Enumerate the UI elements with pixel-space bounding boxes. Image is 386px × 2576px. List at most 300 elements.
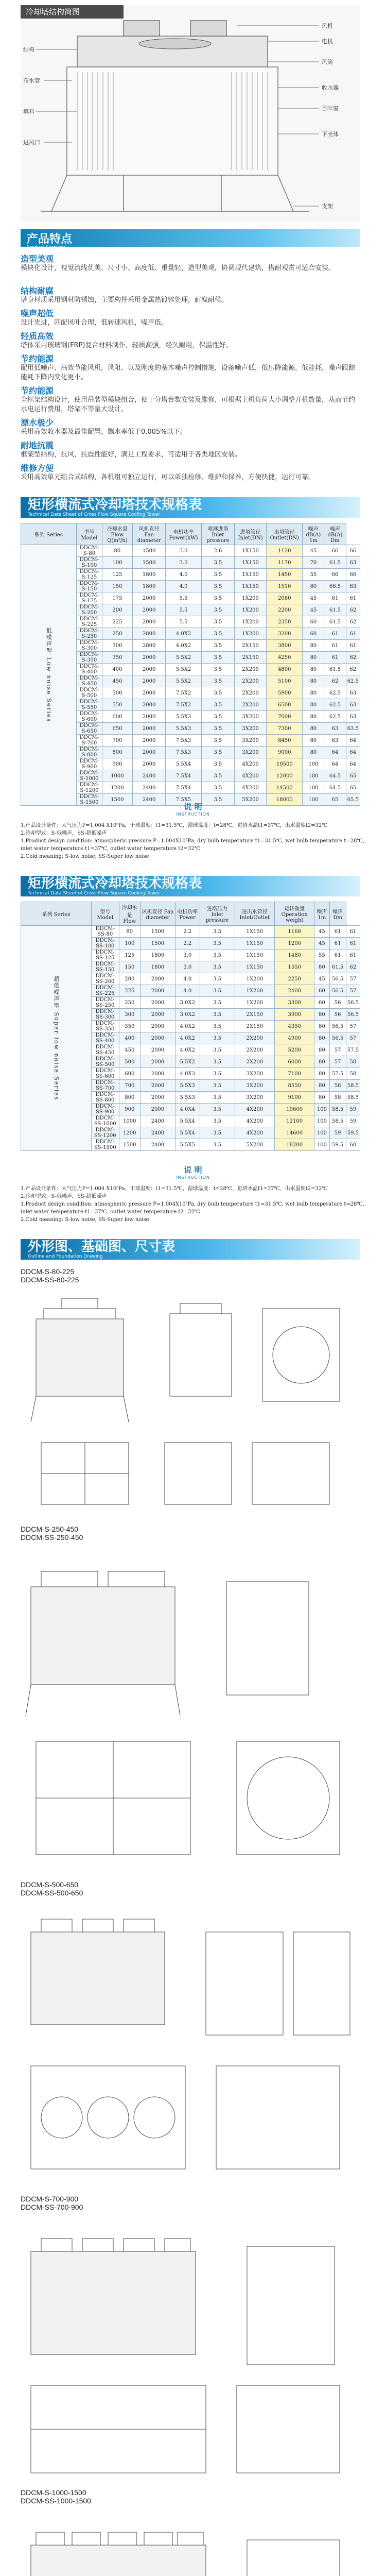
table-cell: 3.5	[201, 723, 234, 735]
table-cell: 3.5	[200, 1021, 235, 1032]
table-cell: 4.0X2	[175, 1032, 200, 1044]
table-cell: 4.0X2	[175, 1021, 200, 1032]
table-cell: 80	[314, 1044, 329, 1056]
col-header: 运转重量 Operation weight	[275, 902, 314, 926]
table-cell: 3.5	[200, 973, 235, 985]
table-cell: 7300	[267, 723, 303, 735]
table-cell: 1X200	[235, 616, 267, 628]
table-cell: 7.5X3	[166, 747, 202, 758]
table-cell: 2000	[141, 1092, 176, 1104]
table-cell: 650	[102, 723, 132, 735]
table-cell: 2000	[141, 1080, 176, 1092]
table-cell: 4X200	[235, 1104, 275, 1115]
col-header: 进塔管径 Inlet(DN)	[235, 523, 267, 545]
table-cell: 3.5	[201, 711, 234, 723]
series-label: 超低噪声型 Super low noise Series	[21, 926, 92, 1151]
note-line: 2.冷却型式：S-低噪声，SS-超低噪声	[21, 831, 107, 836]
table-cell: 250	[102, 628, 132, 640]
table-cell: 3X200	[235, 1068, 275, 1080]
table-cell: 57	[346, 1032, 360, 1044]
model-label	[21, 1267, 79, 1284]
table-cell: DDCM-S-450	[77, 675, 102, 687]
table-cell: 100	[303, 794, 324, 806]
table-cell: 62.5	[324, 687, 346, 699]
table-cell: DDCM-S-1500	[77, 794, 102, 806]
table-cell: 1500	[102, 794, 132, 806]
table-cell: 1X200	[235, 997, 275, 1009]
table-cell: 4X200	[235, 1115, 275, 1127]
table-cell: 400	[102, 664, 132, 675]
table-cell: DDCM-S-1200	[77, 782, 102, 794]
table-cell: DDCM-S-80	[77, 545, 102, 557]
table-cell: DDCM-S-700	[77, 735, 102, 747]
table1-subtitle: Technical Data Sheet of Cross Flow Square Cooling Tower	[28, 512, 161, 517]
col-header: 电机功率 Power	[175, 902, 200, 926]
table-cell: 56.5	[329, 985, 346, 997]
table-cell: 7000	[267, 711, 303, 723]
table-cell: 1X150	[235, 557, 267, 569]
table-cell: 2000	[141, 985, 176, 997]
table-cell: 61.5	[324, 664, 346, 675]
table-cell: 60	[314, 997, 329, 1009]
table-cell: 6000	[275, 1056, 314, 1068]
table-cell: DDCM-S-900	[77, 758, 102, 770]
table-cell: 5.5X3	[166, 711, 202, 723]
table-cell: 61	[324, 640, 346, 652]
table-cell: 2080	[267, 592, 303, 604]
model-line: DDCM-S-500-650	[21, 1880, 79, 1889]
table-cell: 2000	[141, 1044, 176, 1056]
table-cell: 80	[314, 1068, 329, 1080]
table-cell: DDCM-S-400	[77, 664, 102, 675]
note-subtitle-text: INSTRUCTION	[176, 812, 210, 817]
label-structure: 结构	[23, 46, 34, 53]
table-cell: 65	[346, 782, 360, 794]
label-lower-casing: 下壳体	[322, 131, 339, 138]
table-cell: 3.0	[166, 545, 202, 557]
table-cell: DDCM-S-500	[77, 687, 102, 699]
table-cell: 3.5	[200, 1139, 235, 1151]
table-cell: 3.5	[201, 664, 234, 675]
table-cell: 3.5	[201, 735, 234, 747]
table-cell: 10500	[267, 758, 303, 770]
table-cell: 2000	[141, 997, 176, 1009]
table-cell: 61	[324, 628, 346, 640]
table-cell: 2000	[132, 664, 165, 675]
table-cell: 56.5	[329, 1032, 346, 1044]
table-cell: 1500	[132, 557, 165, 569]
table-cell: 3X200	[235, 711, 267, 723]
table-cell: 3.5	[200, 1127, 235, 1139]
table-cell: 8450	[267, 735, 303, 747]
table-cell: 800	[119, 1092, 141, 1104]
table-cell: 2400	[132, 782, 165, 794]
table-cell: 1X150	[235, 581, 267, 592]
table-cell: DDCM-SS-225	[92, 985, 119, 997]
table-cell: DDCM-S-300	[77, 640, 102, 652]
table-cell: 2X200	[235, 687, 267, 699]
table-cell: 4.0	[175, 985, 200, 997]
col-header: 出塔管径 Outlet(DN)	[267, 523, 303, 545]
table-cell: 63	[324, 723, 346, 735]
table-cell: 70	[303, 557, 324, 569]
table-cell: DDCM-SS-300	[92, 1009, 119, 1021]
feature-text: 采用高效收水器及最佳配置，飘水率低于0.005%以下。	[21, 428, 187, 436]
table-cell: 60	[314, 985, 329, 997]
table-cell: 3.5	[200, 938, 235, 950]
note-line: 1.产品设计条件：大气压力P=1.004 X10⁵Pa，干球温度：t1=31.5℃，湿球温度：t=28℃，进塔水温t1=37℃，出水温度t2=32℃	[21, 823, 328, 828]
table-cell: 550	[102, 699, 132, 711]
table-cell: 3900	[275, 1009, 314, 1021]
table-cell: 200	[119, 973, 141, 985]
table-cell: 80	[314, 961, 329, 973]
table-cell: 80	[303, 723, 324, 735]
table-cell: 5.5X2	[175, 1056, 200, 1068]
table-cell: 4.0X2	[175, 1044, 200, 1056]
note-title-text: 说 明	[184, 802, 202, 811]
col-header: 系列 Series	[21, 523, 77, 545]
table-cell: 1X200	[235, 973, 275, 985]
label-motor: 电机	[322, 38, 333, 45]
table2-notes	[21, 1185, 371, 1224]
table-cell: 58.5	[329, 1104, 346, 1115]
table-cell: 1200	[119, 1127, 141, 1139]
table-cell: DDCM-S-550	[77, 699, 102, 711]
table-cell: 3.5	[201, 675, 234, 687]
table-cell: 59	[329, 1127, 346, 1139]
table-row	[21, 926, 360, 938]
table-cell: 61	[346, 950, 360, 961]
table-cell: 2400	[141, 1139, 176, 1151]
table-cell: 1500	[132, 545, 165, 557]
table-cell: 3.5	[201, 569, 234, 581]
table-cell: DDCM-SS-150	[92, 961, 119, 973]
table-cell: 3X200	[235, 1080, 275, 1092]
table-cell: 64	[324, 747, 346, 758]
table-cell: 80	[314, 1021, 329, 1032]
table-cell: DDCM-SS-100	[92, 938, 119, 950]
table-cell: 7.5X4	[166, 782, 202, 794]
table-cell: 3.5	[200, 926, 235, 938]
table-cell: DDCM-S-250	[77, 628, 102, 640]
table-cell: 1000	[102, 770, 132, 782]
table-cell: 1500	[141, 926, 176, 938]
table-cell: 57	[329, 1056, 346, 1068]
model-line: DDCM-SS-1000-1500	[21, 2497, 91, 2505]
table-cell: 1550	[275, 961, 314, 973]
table-cell: 80	[314, 1056, 329, 1068]
table-cell: 3.5	[201, 557, 234, 569]
table-cell: 300	[102, 640, 132, 652]
table-cell: DDCM-SS-900	[92, 1104, 119, 1115]
table-cell: 62	[324, 675, 346, 687]
model-line: DDCM-S-700-900	[21, 2195, 79, 2203]
table-cell: 3X200	[235, 735, 267, 747]
feature-heading: 轻质高效	[21, 331, 54, 341]
feature-text: 全框架结构设计，使用吊装型模块组合，便于分塔台数安装及维修，可根据主机负荷大小调整开机数量，从而节约水电运行费用，塔架不等量大设计。	[21, 396, 356, 413]
features-title: 产品特点	[27, 233, 73, 246]
label-support: 支架	[322, 203, 333, 210]
table-cell: 57	[346, 985, 360, 997]
label-eliminator: 收水器	[322, 84, 339, 91]
table-cell: DDCM-SS-700	[92, 1080, 119, 1092]
table-cell: 2400	[132, 770, 165, 782]
col-header: 型号 Model	[77, 523, 102, 545]
table-cell: 55	[303, 569, 324, 581]
table-cell: 100	[314, 1104, 329, 1115]
table-cell: 80	[303, 664, 324, 675]
note-title-text: 说 明	[184, 1165, 202, 1175]
table-cell: 57	[346, 973, 360, 985]
label-distribution-pipe: 布水管	[23, 77, 40, 84]
table-cell: DDCM-SS-400	[92, 1032, 119, 1044]
table-cell: 3.5	[200, 1115, 235, 1127]
col-header: 进出水管径 Inlet/Outlet	[235, 902, 275, 926]
structure-diagram	[21, 5, 360, 222]
table-cell: 5.5X2	[166, 675, 202, 687]
table-cell: 2000	[141, 1009, 176, 1021]
note-line: 1.Product design condition: atmospheric pressure P=1.004X10⁵Pa, dry bulb temperature t1=31.5℃, wet bulb temperature t=28℃, inlet water temperature t1=37℃, outlet water temperature t2=32℃	[21, 1201, 364, 1215]
table-cell: 2400	[141, 1115, 176, 1127]
table1-notes	[21, 822, 371, 860]
table-cell: 80	[303, 675, 324, 687]
table-cell: 5.5	[166, 616, 202, 628]
table-cell: 64	[346, 758, 360, 770]
cooling-tower-structure-drawing	[21, 5, 360, 222]
table-cell: 62	[346, 604, 360, 616]
table-cell: 2X200	[235, 675, 267, 687]
table-cell: 4.0X3	[175, 1068, 200, 1080]
table-cell: 2000	[132, 616, 165, 628]
table1-note-title	[0, 801, 386, 817]
table-cell: 3.5	[201, 652, 234, 664]
table-cell: DDCM-SS-80	[92, 926, 119, 938]
table-cell: 64	[324, 758, 346, 770]
outline-drawing-2	[21, 1546, 365, 1880]
table-cell: 7.5X5	[166, 794, 202, 806]
table-cell: 125	[119, 950, 141, 961]
table-cell: 5.5X3	[175, 1080, 200, 1092]
table-cell: 1800	[141, 961, 176, 973]
table-cell: 1200	[275, 938, 314, 950]
table-cell: 64	[346, 747, 360, 758]
table-cell: 2000	[132, 735, 165, 747]
col-header: 系列 Series	[21, 902, 92, 926]
table-cell: 62	[346, 616, 360, 628]
table-cell: 12000	[267, 770, 303, 782]
table-cell: 64.5	[324, 770, 346, 782]
table-cell: 2X150	[235, 640, 267, 652]
table-cell: 2X200	[235, 1044, 275, 1056]
feature-heading: 漂水极少	[21, 418, 54, 428]
model-line: DDCM-S-80-225	[21, 1267, 75, 1276]
feature-heading: 耐地抗震	[21, 440, 54, 450]
table-cell: 5.5X5	[175, 1139, 200, 1151]
table-cell: 2000	[132, 723, 165, 735]
table-cell: 3.5	[200, 997, 235, 1009]
table-cell: 2000	[132, 675, 165, 687]
table-cell: 150	[119, 961, 141, 973]
table-cell: 4800	[267, 664, 303, 675]
feature-text: 配用低噪声、高效节能风机，风阻、以及刚度的基本噪声控制措施，设备噪声低，低压降能源，低能耗，噪声跟踪能耗下降内变化更小。	[21, 364, 356, 381]
table-cell: 900	[102, 758, 132, 770]
note-subtitle-text: INSTRUCTION	[176, 1175, 210, 1180]
table-cell: 1500	[141, 938, 176, 950]
table1-header	[21, 497, 360, 518]
table-cell: 400	[119, 1032, 141, 1044]
table-cell: 4.0	[166, 581, 202, 592]
label-fan: 风机	[322, 23, 333, 29]
table-cell: 80	[102, 545, 132, 557]
table-cell: 2X150	[235, 1021, 275, 1032]
outline-drawing-3	[21, 1901, 365, 2190]
table-cell: 3.5	[201, 604, 234, 616]
outline-drawing-5	[21, 2509, 365, 2576]
table-cell: DDCM-S-150	[77, 581, 102, 592]
table-cell: DDCM-S-125	[77, 569, 102, 581]
table-cell: 80	[314, 1032, 329, 1044]
table-cell: 80	[303, 735, 324, 747]
table-cell: 66.5	[324, 581, 346, 592]
table-cell: 5X200	[235, 794, 267, 806]
col-header: 冷却水量 Flow Q(m³/h)	[102, 523, 132, 545]
table-cell: 61	[324, 592, 346, 604]
table-cell: 66	[324, 569, 346, 581]
table-cell: 80	[303, 640, 324, 652]
table-cell: 61	[346, 628, 360, 640]
table-cell: 3.5	[201, 782, 234, 794]
table-cell: 300	[119, 1009, 141, 1021]
table-cell: 2X200	[235, 1032, 275, 1044]
table-cell: 80	[303, 747, 324, 758]
table-cell: 2000	[132, 652, 165, 664]
table-cell: 45	[314, 938, 329, 950]
table-cell: 3.5	[201, 747, 234, 758]
table-cell: 80	[314, 1092, 329, 1104]
table-cell: 61.5	[324, 604, 346, 616]
table-cell: 5.5	[166, 592, 202, 604]
col-header: 风机直径 Fan diameter	[141, 902, 176, 926]
table-cell: DDCM-S-350	[77, 652, 102, 664]
table-cell: 58	[329, 1080, 346, 1092]
table-cell: 8550	[275, 1080, 314, 1092]
table-cell: 1450	[267, 569, 303, 581]
table-cell: 59	[346, 1115, 360, 1127]
spec-table-1	[21, 523, 360, 806]
table-cell: DDCM-S-225	[77, 616, 102, 628]
table-cell: DDCM-SS-350	[92, 1021, 119, 1032]
table-cell: 5.5X4	[175, 1115, 200, 1127]
table-cell: DDCM-SS-1500	[92, 1139, 119, 1151]
table-cell: 100	[102, 557, 132, 569]
table-cell: 3.5	[201, 640, 234, 652]
table-cell: DDCM-S-800	[77, 747, 102, 758]
table-cell: 2000	[132, 711, 165, 723]
table-cell: 62	[346, 652, 360, 664]
features-subtitle: Product Features	[27, 245, 66, 250]
table-cell: 63	[346, 557, 360, 569]
table-cell: 4.0X2	[166, 628, 202, 640]
table-cell: 1480	[275, 950, 314, 961]
table-cell: 57	[329, 1044, 346, 1056]
table-cell: 4250	[267, 652, 303, 664]
label-louver: 百叶窗	[322, 105, 339, 112]
table-cell: 56.5	[329, 973, 346, 985]
table-cell: 5.5X4	[166, 758, 202, 770]
table-cell: 61	[346, 926, 360, 938]
table-cell: 61	[346, 640, 360, 652]
table-cell: 58	[329, 1092, 346, 1104]
table-cell: 700	[119, 1080, 141, 1092]
model-line: DDCM-S-1000-1500	[21, 2488, 86, 2497]
table-cell: 125	[102, 569, 132, 581]
table-cell: 3.5	[201, 758, 234, 770]
table2-header	[21, 876, 360, 896]
table-cell: 57.5	[329, 1068, 346, 1080]
table-cell: 500	[119, 1056, 141, 1068]
spec-table-2	[21, 902, 360, 1151]
features-header	[21, 229, 360, 250]
table-cell: 58.5	[346, 1080, 360, 1092]
table-cell: DDCM-SS-800	[92, 1092, 119, 1104]
table-cell: 2.2	[175, 926, 200, 938]
table-cell: 1X150	[235, 961, 275, 973]
label-fan-stack: 风筒	[322, 59, 333, 65]
table-cell: 2X200	[235, 1056, 275, 1068]
model-label	[21, 1525, 83, 1541]
feature-heading: 维修方便	[21, 463, 54, 473]
outline-drawing-1	[21, 1288, 365, 1520]
model-line: DDCM-S-250-450	[21, 1525, 79, 1533]
table-cell: 45	[303, 545, 324, 557]
table-cell: 3.5	[201, 794, 234, 806]
table-cell: 3200	[267, 628, 303, 640]
feature-heading: 节约能源	[21, 354, 54, 364]
table-cell: 2200	[267, 604, 303, 616]
table-cell: 45	[314, 926, 329, 938]
table-cell: 57	[346, 1021, 360, 1032]
table-cell: 55	[314, 950, 329, 961]
outline-drawing-4	[21, 2215, 365, 2483]
table-cell: DDCM-SS-125	[92, 950, 119, 961]
table-cell: 100	[314, 1139, 329, 1151]
feature-heading: 造型美观	[21, 254, 54, 264]
table-cell: 700	[102, 735, 132, 747]
table-cell: 4350	[275, 1021, 314, 1032]
table-cell: 1X200	[235, 628, 267, 640]
table-cell: 3.5	[200, 1044, 235, 1056]
label-fill: 填料	[23, 108, 34, 115]
table-cell: 1X150	[235, 926, 275, 938]
table-cell: 3.0	[175, 950, 200, 961]
table-cell: 100	[314, 1127, 329, 1139]
table-cell: 61	[329, 938, 346, 950]
table-cell: 3.5	[201, 616, 234, 628]
table-cell: 3.5	[200, 985, 235, 997]
table-cell: 61	[329, 950, 346, 961]
table-cell: 9000	[267, 747, 303, 758]
table-cell: 2X150	[235, 652, 267, 664]
col-header: 电机功率 Power(kW)	[166, 523, 202, 545]
table-cell: 18200	[275, 1139, 314, 1151]
table-cell: 5.5X4	[175, 1127, 200, 1139]
table-cell: 3.5	[200, 1104, 235, 1115]
table-cell: 6500	[267, 699, 303, 711]
table-cell: 3300	[275, 997, 314, 1009]
model-line: DDCM-SS-80-225	[21, 1276, 79, 1284]
col-header: 噪声dB(A) Dm	[324, 523, 346, 545]
table-cell: 3.5	[200, 1080, 235, 1092]
